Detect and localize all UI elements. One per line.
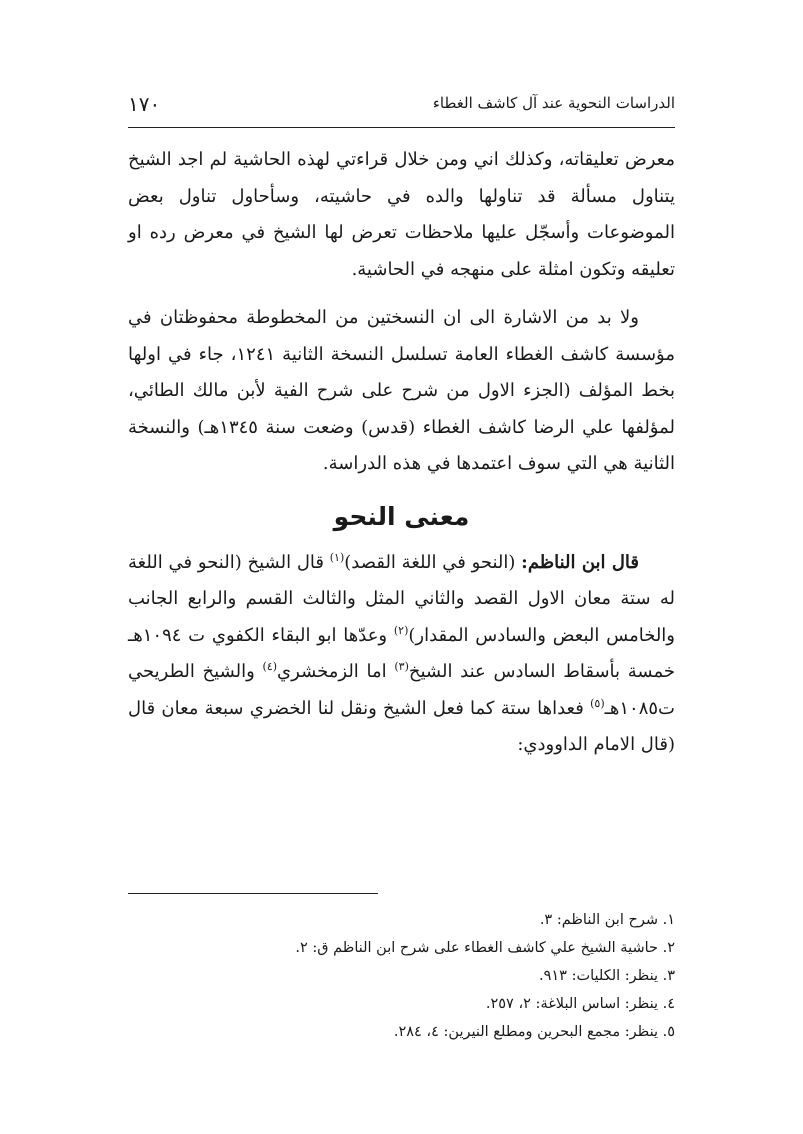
text-run: اما الزمخشري — [277, 661, 395, 682]
footnote-ref-1: (١) — [329, 550, 345, 564]
footnote-ref-2: (٢) — [393, 623, 409, 637]
lead-phrase: قال ابن الناظم: — [521, 551, 639, 573]
footnote-ref-4: (٤) — [262, 660, 278, 673]
footnote-4: ٤. ينظر: اساس البلاغة: ٢، ٢٥٧. — [485, 996, 675, 1012]
footnote-2: ٢. حاشية الشيخ علي كاشف الغطاء على شرح ابن الناظم ق: ٢. — [295, 940, 675, 956]
footnote-ref-5: (٥) — [590, 696, 605, 710]
text-run: فعداها ستة كما فعل الشيخ ونقل لنا الخضري سبعة معان قال (قال الامام الداوودي: — [128, 697, 675, 755]
footnote-ref-3: (٣) — [394, 660, 409, 673]
text-run: وعدّها ابو البقاء الكفوي ت ١٠٩٤هـ خمسة بأسقاط السادس عند الشيخ — [128, 624, 676, 682]
section-heading: معنى النحو — [333, 501, 470, 531]
footnote-3: ٣. ينظر: الكليات: ٩١٣. — [539, 968, 675, 984]
text-run: (النحو في اللغة القصد) — [344, 551, 522, 573]
body-paragraph-2: ولا بد من الاشارة الى ان النسختين من المخطوطة محفوظتان في مؤسسة كاشف الغطاء العامة تسلسل النسخة الثانية ١٢٤١، جاء في اولها بخط المؤلف (الجزء الاول من شرح على شرح الفية لأبن مالك الطائي، لمؤلفها علي الرضا كاشف الغطاء (قدس) وضعت سنة ١٣٤٥هـ) والنسخة الثانية هي التي سوف اعتمدها في هذه الدراسة. — [128, 307, 675, 474]
running-title: الدراسات النحوية عند آل كاشف الغطاء — [432, 94, 675, 112]
page-body — [128, 142, 675, 764]
text-run: والشيخ الطريحي ت١٠٨٥هـ — [128, 661, 675, 719]
running-header — [128, 88, 675, 124]
text-run: قال الشيخ (النحو في اللغة له ستة معان الاول القصد والثاني المثل والثالث القسم والرابع الجانب والخامس البعض والسادس المقدار) — [128, 551, 675, 646]
footnote-1: ١. شرح ابن الناظم: ٣. — [539, 912, 675, 928]
body-paragraph-3 — [128, 545, 675, 764]
page-number: ١٧٠ — [128, 92, 161, 116]
header-rule — [128, 127, 675, 128]
footnotes — [115, 906, 675, 1046]
body-paragraph-1: معرض تعليقاته، وكذلك اني ومن خلال قراءتي لهذه الحاشية لم اجد الشيخ يتناول مسألة قد تناولها والده في حاشيته، وسأحاول تناول بعض الموضوعات وأسجّل عليها ملاحظات تعرض لها الشيخ في معرض رده او تعليقه وتكون امثلة على منهجه في الحاشية. — [128, 149, 675, 280]
footnote-separator — [128, 893, 378, 894]
footnote-5: ٥. ينظر: مجمع البحرين ومطلع النيرين: ٤، ٢٨٤. — [393, 1024, 675, 1040]
